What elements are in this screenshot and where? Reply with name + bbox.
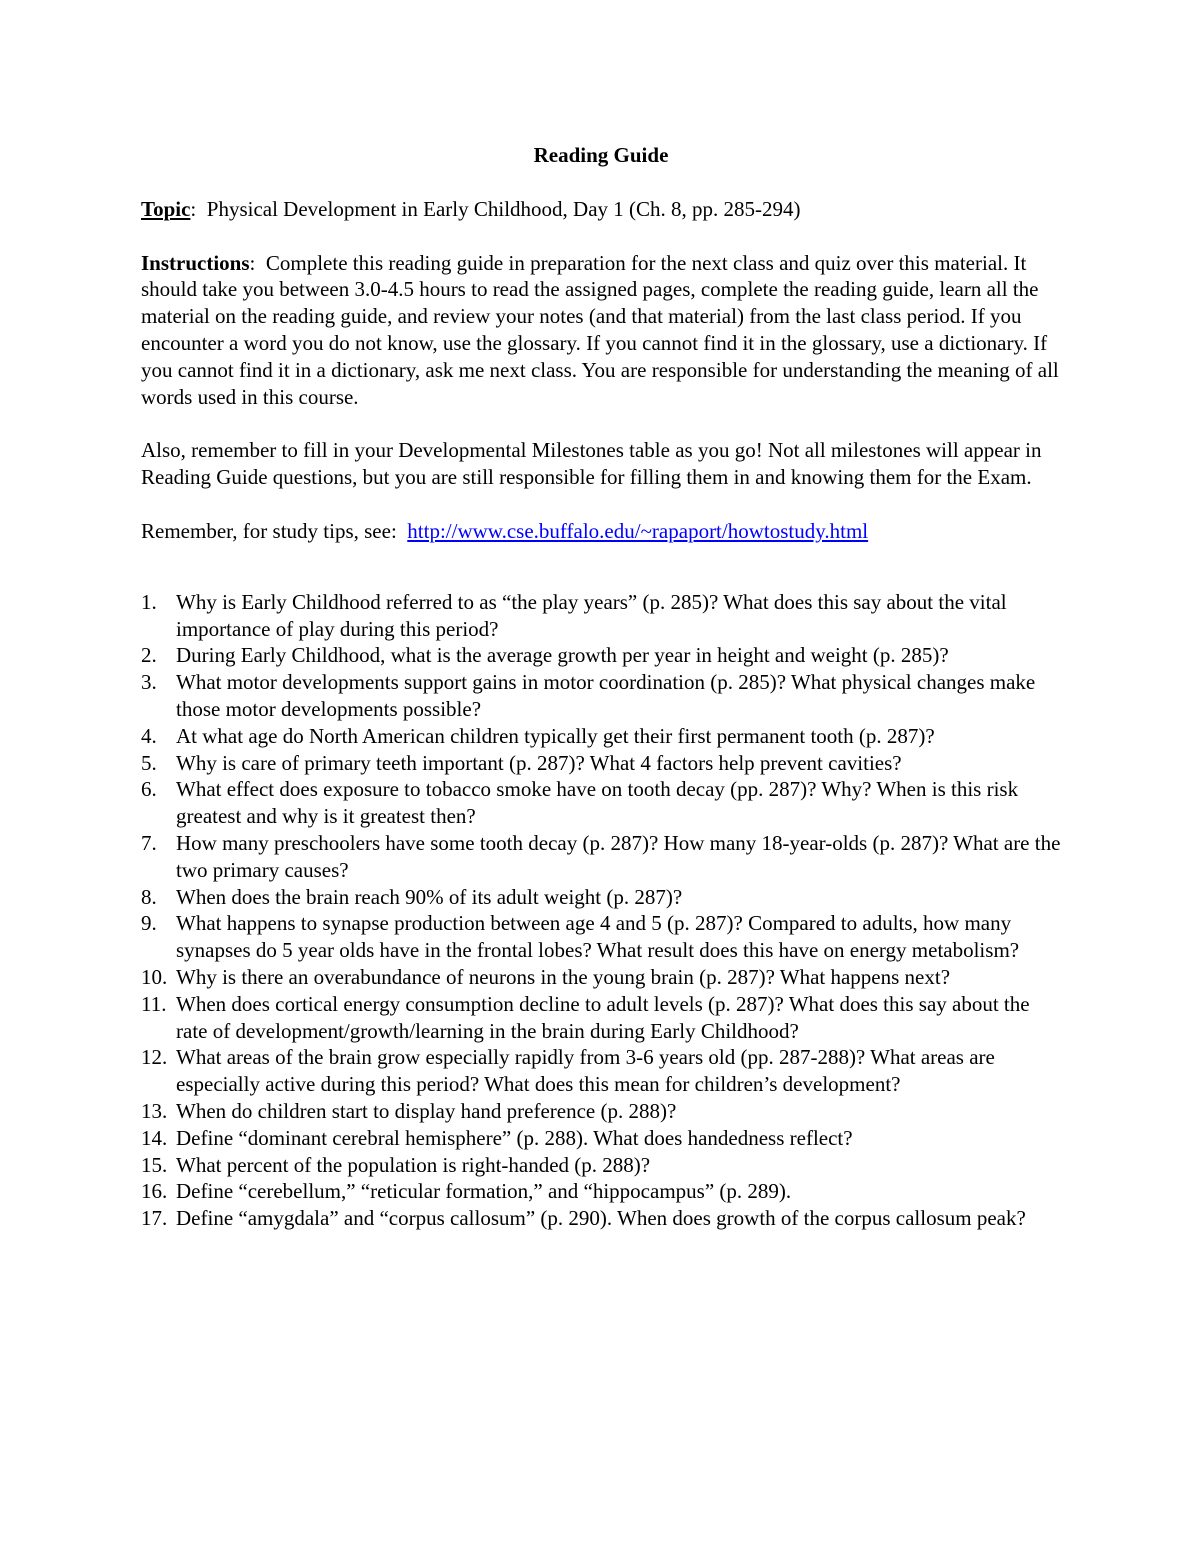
- question-item: [141, 669, 1061, 723]
- question-item: [141, 1125, 1061, 1152]
- question-item: [141, 884, 1061, 911]
- instructions-label: Instructions: [141, 250, 250, 275]
- question-text: Why is care of primary teeth important (p. 287)? What 4 factors help prevent cavities?: [176, 750, 902, 775]
- question-item: [141, 991, 1061, 1045]
- question-number: 1.: [141, 589, 157, 614]
- question-text: How many preschoolers have some tooth decay (p. 287)? How many 18-year-olds (p. 287)? What are the two primary causes?: [176, 830, 1061, 882]
- instructions-paragraph: [141, 250, 1061, 411]
- question-number: 10.: [141, 964, 168, 989]
- topic-text: Physical Development in Early Childhood, Day 1 (Ch. 8, pp. 285-294): [206, 196, 801, 221]
- question-item: [141, 776, 1061, 830]
- question-number: 16.: [141, 1179, 168, 1204]
- question-number: 7.: [141, 830, 157, 855]
- question-text: During Early Childhood, what is the average growth per year in height and weight (p. 285)?: [176, 643, 949, 668]
- questions-list: [141, 589, 1061, 1232]
- page-title: Reading Guide: [533, 143, 669, 167]
- question-item: [141, 1152, 1061, 1179]
- instructions-text: Complete this reading guide in preparation for the next class and quiz over this material. It should take you between 3.0-4.5 hours to read the assigned pages, complete the reading guide, learn all the material on the reading guide, and review your notes (and that material) from the last class period. If you encounter a word you do not know, use the glossary. If you cannot find it in the glossary, use a dictionary. If you cannot find it in a dictionary, ask me next class. You are responsible for understanding the meaning of all words used in this course.: [141, 250, 1059, 409]
- question-item: [141, 750, 1061, 777]
- instructions-separator: :: [249, 250, 256, 275]
- question-text: When do children start to display hand preference (p. 288)?: [176, 1098, 677, 1123]
- question-number: 11.: [141, 991, 167, 1016]
- question-number: 4.: [141, 723, 157, 748]
- topic-paragraph: [141, 196, 1061, 223]
- question-item: [141, 1044, 1061, 1098]
- question-number: 13.: [141, 1098, 168, 1123]
- topic-label: Topic: [141, 196, 191, 221]
- question-item: [141, 1098, 1061, 1125]
- question-number: 6.: [141, 777, 157, 802]
- question-text: What percent of the population is right-handed (p. 288)?: [176, 1152, 651, 1177]
- question-text: When does the brain reach 90% of its adult weight (p. 287)?: [176, 884, 683, 909]
- question-number: 8.: [141, 884, 157, 909]
- question-text: What happens to synapse production between age 4 and 5 (p. 287)? Compared to adults, how many synapses do 5 year olds have in the frontal lobes? What result does this have on energy metabolism?: [176, 911, 1020, 963]
- question-item: [141, 723, 1061, 750]
- question-text: Why is there an overabundance of neurons in the young brain (p. 287)? What happens next?: [176, 964, 951, 989]
- study-tips-paragraph: [141, 518, 1061, 545]
- study-tips-link[interactable]: http://www.cse.buffalo.edu/~rapaport/howtostudy.html: [407, 518, 869, 543]
- question-item: [141, 589, 1061, 643]
- question-number: 17.: [141, 1206, 168, 1231]
- question-number: 14.: [141, 1125, 168, 1150]
- question-text: What areas of the brain grow especially rapidly from 3-6 years old (pp. 287-288)? What areas are especially active during this period? What does this mean for children’s development?: [176, 1045, 995, 1097]
- question-text: Define “amygdala” and “corpus callosum” (p. 290). When does growth of the corpus callosum peak?: [176, 1206, 1026, 1231]
- question-number: 15.: [141, 1152, 168, 1177]
- question-text: When does cortical energy consumption decline to adult levels (p. 287)? What does this say about the rate of development/growth/learning in the brain during Early Childhood?: [176, 991, 1030, 1043]
- question-text: What effect does exposure to tobacco smoke have on tooth decay (pp. 287)? Why? When is this risk greatest and why is it greatest then?: [176, 777, 1019, 829]
- question-number: 3.: [141, 670, 157, 695]
- question-text: At what age do North American children typically get their first permanent tooth (p. 287)?: [176, 723, 935, 748]
- question-text: Define “dominant cerebral hemisphere” (p. 288). What does handedness reflect?: [176, 1125, 853, 1150]
- question-item: [141, 910, 1061, 964]
- question-text: Define “cerebellum,” “reticular formation,” and “hippocampus” (p. 289).: [176, 1179, 792, 1204]
- question-number: 9.: [141, 911, 157, 936]
- question-item: [141, 642, 1061, 669]
- study-tips-text: Remember, for study tips, see:: [141, 518, 397, 543]
- question-item: [141, 964, 1061, 991]
- question-item: [141, 1178, 1061, 1205]
- milestones-paragraph: Also, remember to fill in your Developmental Milestones table as you go! Not all milestones will appear in Reading Guide questions, but you are still responsible for filling them in and knowing them for the Exam.: [141, 438, 1042, 490]
- question-text: What motor developments support gains in motor coordination (p. 285)? What physical changes make those motor developments possible?: [176, 670, 1036, 721]
- document-page: [141, 142, 1061, 1232]
- question-number: 12.: [141, 1045, 168, 1070]
- question-item: [141, 1205, 1061, 1232]
- question-text: Why is Early Childhood referred to as “the play years” (p. 285)? What does this say about the vital importance of play during this period?: [176, 589, 1007, 641]
- question-number: 5.: [141, 750, 157, 775]
- question-number: 2.: [141, 643, 157, 668]
- topic-separator: :: [190, 196, 197, 221]
- question-item: [141, 830, 1061, 884]
